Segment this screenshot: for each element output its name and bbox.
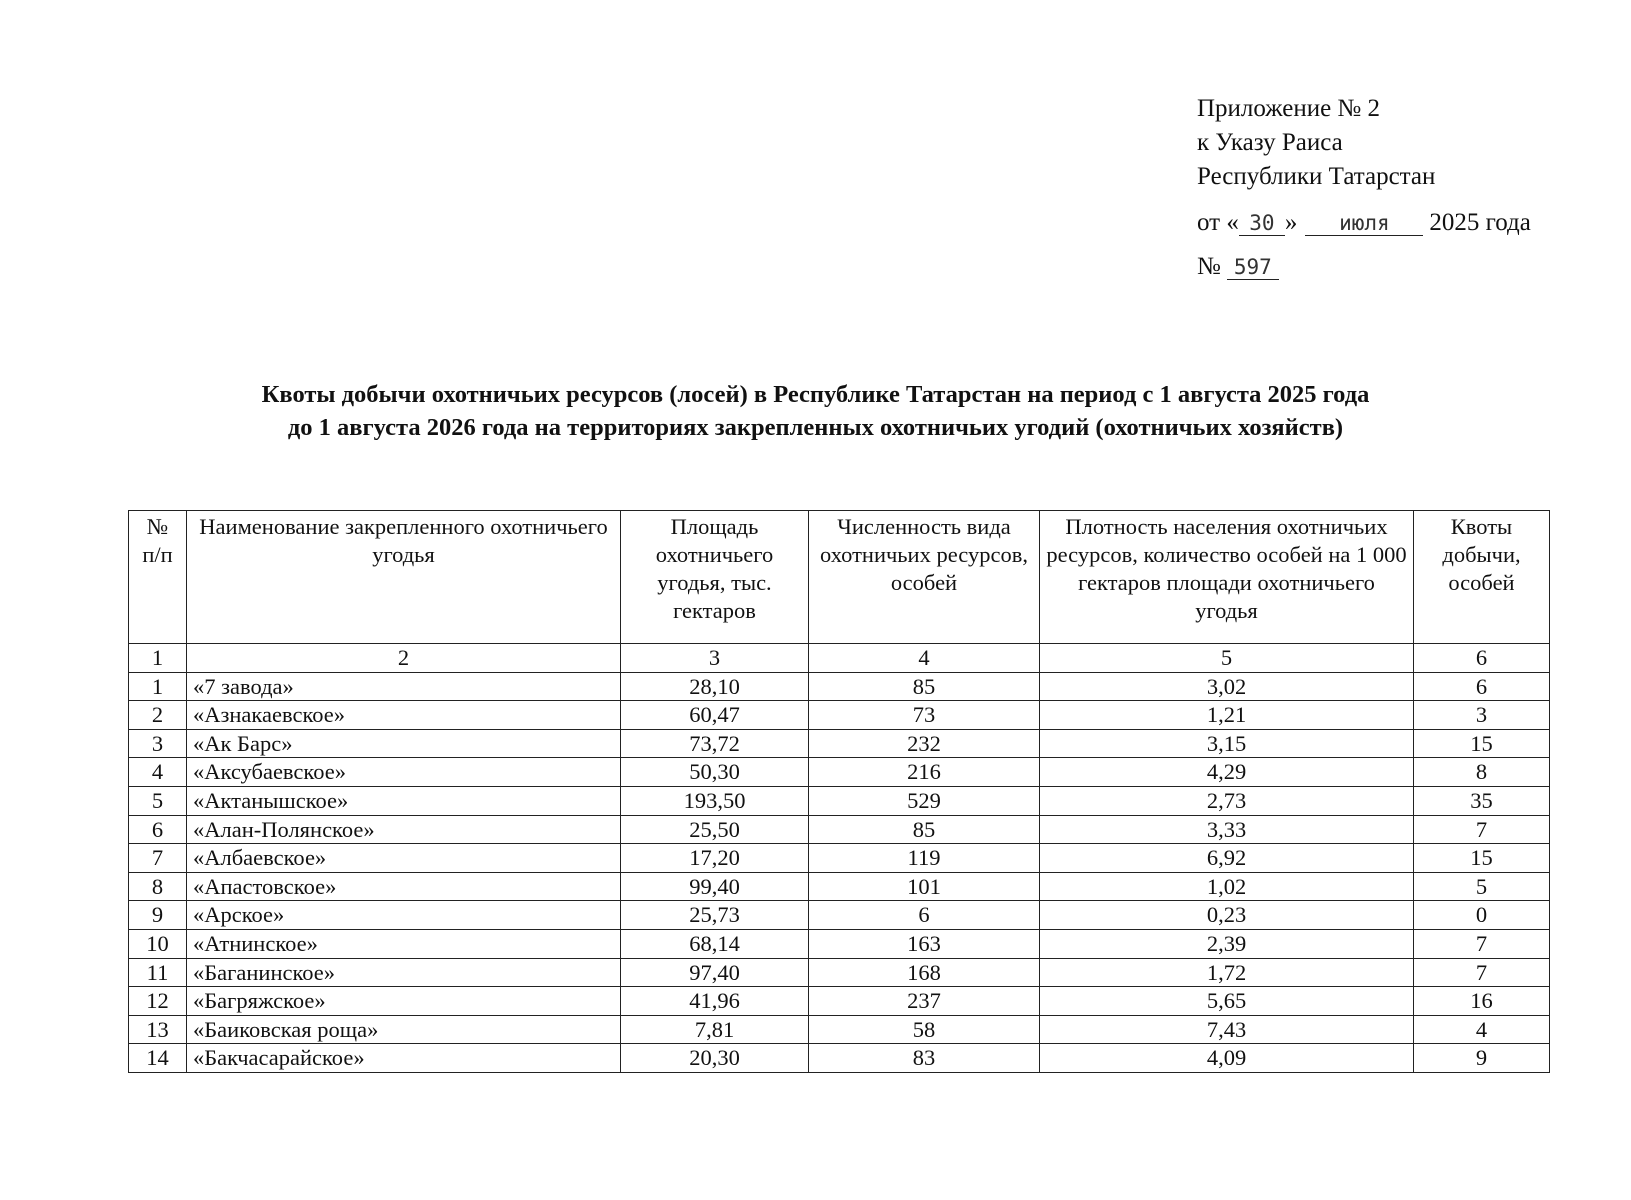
annex-block xyxy=(1197,92,1531,284)
area-value: 60,47 xyxy=(621,701,809,730)
quota-value: 3 xyxy=(1414,701,1550,730)
column-number: 5 xyxy=(1040,644,1414,673)
row-number: 3 xyxy=(129,729,187,758)
column-number: 3 xyxy=(621,644,809,673)
row-number: 2 xyxy=(129,701,187,730)
density-value: 2,39 xyxy=(1040,929,1414,958)
population-value: 216 xyxy=(809,758,1040,787)
quota-value: 35 xyxy=(1414,786,1550,815)
row-number: 6 xyxy=(129,815,187,844)
hunting-ground-name: «Баиковская роща» xyxy=(187,1015,621,1044)
table-row xyxy=(129,901,1550,930)
annex-number xyxy=(1197,250,1531,284)
population-value: 6 xyxy=(809,901,1040,930)
table-row xyxy=(129,929,1550,958)
hunting-ground-name: «Актанышское» xyxy=(187,786,621,815)
quota-value: 16 xyxy=(1414,987,1550,1016)
annex-line-1: Приложение № 2 xyxy=(1197,95,1381,122)
population-value: 58 xyxy=(809,1015,1040,1044)
area-value: 50,30 xyxy=(621,758,809,787)
area-value: 41,96 xyxy=(621,987,809,1016)
population-value: 83 xyxy=(809,1044,1040,1073)
table-row xyxy=(129,815,1550,844)
quota-value: 4 xyxy=(1414,1015,1550,1044)
density-value: 7,43 xyxy=(1040,1015,1414,1044)
density-value: 2,73 xyxy=(1040,786,1414,815)
area-value: 25,50 xyxy=(621,815,809,844)
area-value: 7,81 xyxy=(621,1015,809,1044)
hunting-ground-name: «Бакчасарайское» xyxy=(187,1044,621,1073)
table-row xyxy=(129,1044,1550,1073)
date-mid: » xyxy=(1284,209,1298,236)
population-value: 85 xyxy=(809,672,1040,701)
density-value: 1,02 xyxy=(1040,872,1414,901)
header-number: № п/п xyxy=(129,511,187,644)
column-number: 1 xyxy=(129,644,187,673)
header-quota: Квоты добычи, особей xyxy=(1414,511,1550,644)
quota-value: 0 xyxy=(1414,901,1550,930)
hunting-ground-name: «Албаевское» xyxy=(187,844,621,873)
table-row xyxy=(129,958,1550,987)
density-value: 4,09 xyxy=(1040,1044,1414,1073)
row-number: 14 xyxy=(129,1044,187,1073)
date-prefix: от « xyxy=(1197,209,1239,236)
hunting-ground-name: «Ак Барс» xyxy=(187,729,621,758)
hunting-ground-name: «Атнинское» xyxy=(187,929,621,958)
hunting-ground-name: «Апастовское» xyxy=(187,872,621,901)
title-line-1: Квоты добычи охотничьих ресурсов (лосей) в Республике Татарстан на период с 1 августа 2025 года xyxy=(261,381,1370,408)
date-month: июля xyxy=(1305,211,1423,236)
population-value: 168 xyxy=(809,958,1040,987)
quota-value: 7 xyxy=(1414,958,1550,987)
area-value: 99,40 xyxy=(621,872,809,901)
decree-number: 597 xyxy=(1227,255,1279,280)
hunting-ground-name: «Арское» xyxy=(187,901,621,930)
quota-value: 9 xyxy=(1414,1044,1550,1073)
density-value: 6,92 xyxy=(1040,844,1414,873)
table-row xyxy=(129,987,1550,1016)
hunting-ground-name: «Баганинское» xyxy=(187,958,621,987)
population-value: 237 xyxy=(809,987,1040,1016)
header-name: Наименование закрепленного охотничьего угодья xyxy=(187,511,621,644)
hunting-ground-name: «Багряжское» xyxy=(187,987,621,1016)
row-number: 4 xyxy=(129,758,187,787)
table-row xyxy=(129,701,1550,730)
header-area: Площадь охотничьего угодья, тыс. гектаров xyxy=(621,511,809,644)
hunting-ground-name: «Азнакаевское» xyxy=(187,701,621,730)
row-number: 11 xyxy=(129,958,187,987)
density-value: 4,29 xyxy=(1040,758,1414,787)
quota-value: 8 xyxy=(1414,758,1550,787)
table-row xyxy=(129,758,1550,787)
density-value: 3,02 xyxy=(1040,672,1414,701)
column-number-row xyxy=(129,644,1550,673)
hunting-ground-name: «7 завода» xyxy=(187,672,621,701)
area-value: 193,50 xyxy=(621,786,809,815)
table-row xyxy=(129,672,1550,701)
quota-value: 7 xyxy=(1414,929,1550,958)
quota-table xyxy=(128,510,1550,1073)
row-number: 13 xyxy=(129,1015,187,1044)
quota-value: 15 xyxy=(1414,844,1550,873)
row-number: 10 xyxy=(129,929,187,958)
area-value: 20,30 xyxy=(621,1044,809,1073)
density-value: 3,15 xyxy=(1040,729,1414,758)
date-day: 30 xyxy=(1239,211,1285,236)
area-value: 25,73 xyxy=(621,901,809,930)
population-value: 119 xyxy=(809,844,1040,873)
population-value: 73 xyxy=(809,701,1040,730)
hunting-ground-name: «Аксубаевское» xyxy=(187,758,621,787)
column-number: 6 xyxy=(1414,644,1550,673)
annex-line-2: к Указу Раиса xyxy=(1197,129,1343,156)
table-row xyxy=(129,844,1550,873)
annex-line-3: Республики Татарстан xyxy=(1197,163,1436,190)
area-value: 97,40 xyxy=(621,958,809,987)
date-year: 2025 года xyxy=(1429,209,1531,236)
population-value: 163 xyxy=(809,929,1040,958)
row-number: 9 xyxy=(129,901,187,930)
row-number: 12 xyxy=(129,987,187,1016)
density-value: 0,23 xyxy=(1040,901,1414,930)
area-value: 73,72 xyxy=(621,729,809,758)
table-row xyxy=(129,872,1550,901)
density-value: 1,72 xyxy=(1040,958,1414,987)
number-prefix: № xyxy=(1197,253,1221,280)
density-value: 3,33 xyxy=(1040,815,1414,844)
density-value: 5,65 xyxy=(1040,987,1414,1016)
population-value: 85 xyxy=(809,815,1040,844)
row-number: 7 xyxy=(129,844,187,873)
column-number: 2 xyxy=(187,644,621,673)
table-header-row xyxy=(129,511,1550,644)
area-value: 17,20 xyxy=(621,844,809,873)
document-title xyxy=(0,378,1631,444)
population-value: 529 xyxy=(809,786,1040,815)
area-value: 68,14 xyxy=(621,929,809,958)
row-number: 1 xyxy=(129,672,187,701)
title-line-2: до 1 августа 2026 года на территориях закрепленных охотничьих угодий (охотничьих хозяйств) xyxy=(287,414,1344,441)
density-value: 1,21 xyxy=(1040,701,1414,730)
population-value: 101 xyxy=(809,872,1040,901)
quota-value: 15 xyxy=(1414,729,1550,758)
header-density: Плотность населения охотничьих ресурсов, количество особей на 1 000 гектаров площади охотничьего угодья xyxy=(1040,511,1414,644)
annex-date xyxy=(1197,206,1531,240)
quota-value: 6 xyxy=(1414,672,1550,701)
population-value: 232 xyxy=(809,729,1040,758)
hunting-ground-name: «Алан-Полянское» xyxy=(187,815,621,844)
table-row xyxy=(129,1015,1550,1044)
row-number: 8 xyxy=(129,872,187,901)
area-value: 28,10 xyxy=(621,672,809,701)
column-number: 4 xyxy=(809,644,1040,673)
header-population: Численность вида охотничьих ресурсов, особей xyxy=(809,511,1040,644)
quota-value: 5 xyxy=(1414,872,1550,901)
table-row xyxy=(129,786,1550,815)
quota-value: 7 xyxy=(1414,815,1550,844)
table-row xyxy=(129,729,1550,758)
row-number: 5 xyxy=(129,786,187,815)
